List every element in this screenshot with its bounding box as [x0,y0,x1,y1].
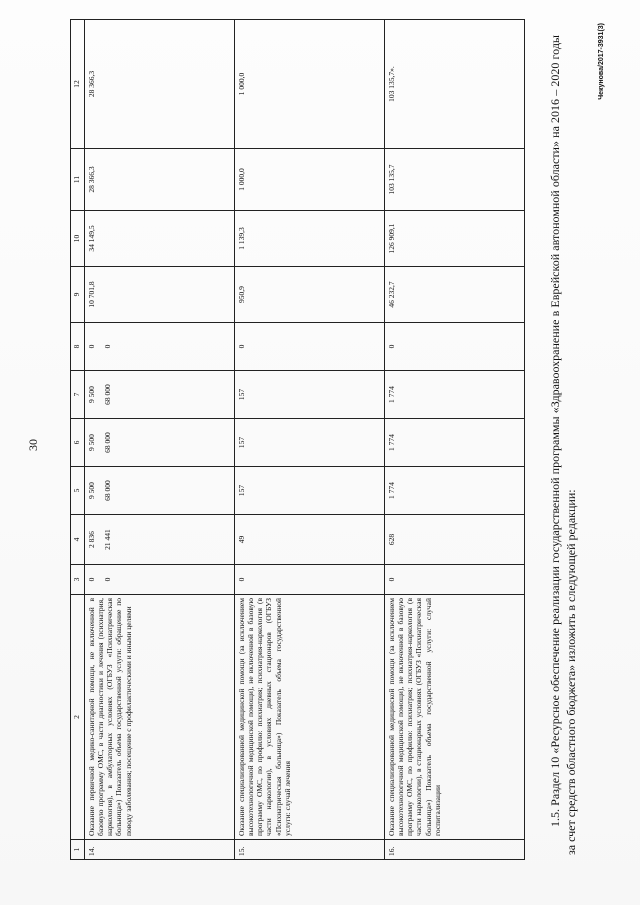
cell-value: 0 [387,344,396,349]
amendment-paragraph: 1.5. Раздел 10 «Ресурсное обеспечение реализации государственной программы «Здравоохранение в Еврейской автономной области» на 2016 – 2020 годы за счет средств областного бюджета» изложить в следующей редакции: [548,35,578,855]
cell-value: 950,9 [237,286,246,303]
column-header: 12 [71,20,85,149]
page-number: 30 [26,439,40,451]
cell-value: 10 701,8 [87,281,96,308]
cell-col7 [85,371,235,419]
column-header: 4 [71,515,85,565]
cell-value: 1 000,0 [237,72,246,96]
cell-value: 0 [237,577,246,582]
cell-col6 [385,419,525,467]
cell-value: 0 [103,344,113,349]
cell-value: 157 [237,484,246,497]
table-row [385,20,525,860]
column-header: 5 [71,467,85,515]
column-header: 3 [71,565,85,595]
cell-col5 [85,467,235,515]
cell-value: 28 366,3 [87,70,96,98]
cell-col7 [235,371,385,419]
cell-col8 [385,323,525,371]
cell-col12 [85,20,235,149]
cell-col3 [85,565,235,595]
cell-col3 [385,565,525,595]
cell-col11 [85,149,235,211]
cell-value: 21 441 [103,529,113,550]
cell-value: 9 500 [87,482,96,499]
cell-value: 1 139,3 [237,227,246,250]
cell-col11 [235,149,385,211]
cell-col3 [235,565,385,595]
cell-value: 157 [237,436,246,449]
column-header: 7 [71,371,85,419]
column-header: 1 [71,840,85,860]
row-description: Оказание специализированной медицинской помощи (за исключением высокотехнологичной медицинской помощи), не включенной в базовую программу ОМС, по профилю: психиатрия; психиатрия-наркология (в части наркологии), в условиях дневных стационаров (ОГБУЗ «Психиатрическая больница») Показатель объема государственной услуги: случай лечения [235,595,385,840]
column-header: 11 [71,149,85,211]
cell-value: 157 [237,388,246,401]
table-row [85,20,235,860]
resource-table [70,19,525,860]
cell-value: 0 [387,577,396,582]
cell-col12 [385,20,525,149]
column-header: 10 [71,211,85,267]
cell-value: 34 149,5 [87,225,96,252]
column-header: 6 [71,419,85,467]
cell-value: 68 000 [103,480,113,501]
cell-value: 0 [87,577,96,582]
column-header: 8 [71,323,85,371]
row-number: 14. [85,840,235,860]
cell-col12 [235,20,385,149]
cell-value: 103 135,7 [387,164,396,195]
cell-value: 68 000 [103,384,113,405]
cell-value: 46 232,7 [387,281,396,308]
column-header: 2 [71,595,85,840]
row-number: 16. [385,840,525,860]
row-description: Оказание специализированной медицинской помощи (за исключением высокотехнологичной медицинской помощи), не включенной в базовую программу ОМС, по профилю: психиатрия; психиатрия-наркология (в части наркологии), в стационарных условиях (ОГБУЗ «Психиатрическая больница») Показатель объема государственной услуги: случай госпитализации [385,595,525,840]
column-header: 9 [71,267,85,323]
cell-col5 [235,467,385,515]
cell-col9 [85,267,235,323]
cell-col7 [385,371,525,419]
cell-value: 126 909,1 [387,223,396,254]
cell-col8 [235,323,385,371]
cell-col9 [385,267,525,323]
cell-col10 [385,211,525,267]
cell-col8 [85,323,235,371]
cell-value: 1 774 [387,482,396,499]
cell-value: 1 774 [387,434,396,451]
cell-col4 [85,515,235,565]
cell-col6 [235,419,385,467]
document-stamp: Чекунова/2017-3931(3) [598,23,605,100]
table-row [235,20,385,860]
cell-col10 [85,211,235,267]
cell-value: 628 [387,533,396,546]
cell-value: 0 [103,577,113,582]
cell-col4 [385,515,525,565]
cell-value: 0 [87,344,96,349]
cell-value: 28 366,3 [87,166,96,193]
cell-col5 [385,467,525,515]
cell-col11 [385,149,525,211]
cell-value: 9 500 [87,386,96,403]
cell-col10 [235,211,385,267]
column-header-row [71,20,85,860]
cell-col4 [235,515,385,565]
cell-value: 49 [237,535,246,544]
cell-value: 9 500 [87,434,96,451]
cell-col9 [235,267,385,323]
row-description: Оказание первичной медико-санитарной помощи, не включенной в базовую программу ОМС, в части диагностики и лечения (психиатрия, наркология), в амбулаторных условиях (ОГБУЗ «Психиатрическая больница») Показатель объема государственной услуги: обращение по поводу заболевания; посещение с профилактическими и иными целями [85,595,235,840]
cell-value: 2 836 [87,531,96,548]
row-number: 15. [235,840,385,860]
cell-col6 [85,419,235,467]
cell-value: 0 [237,344,246,349]
cell-value: 1 000,0 [237,168,246,191]
cell-value: 103 135,7». [387,66,396,102]
cell-value: 68 000 [103,432,113,453]
cell-value: 1 774 [387,386,396,403]
